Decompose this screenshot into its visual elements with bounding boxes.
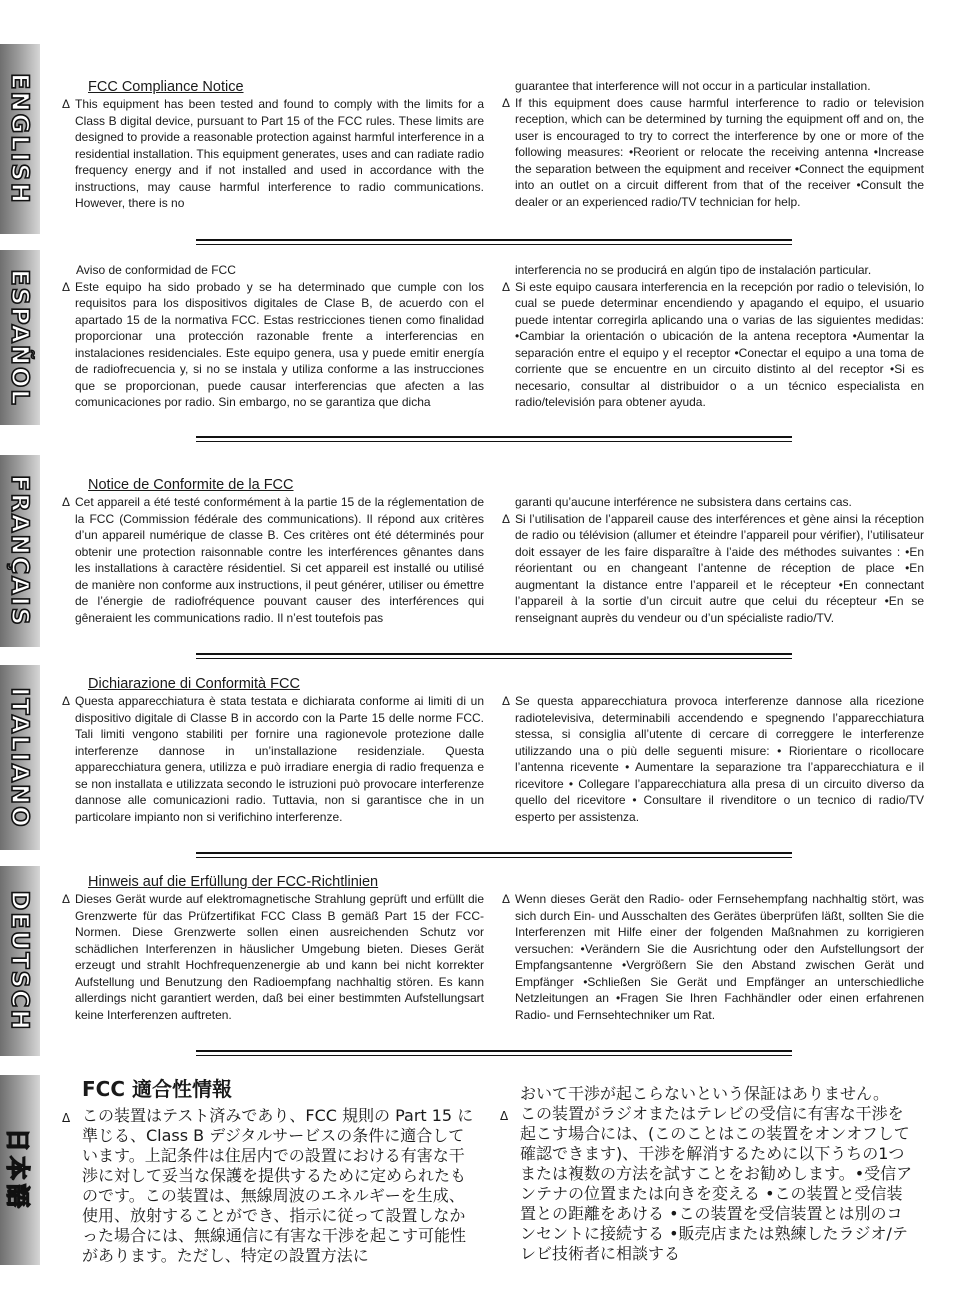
tab-italiano-label: ITALIANO bbox=[6, 686, 34, 829]
francais-paragraph-2-text: Si l’utilisation de l’appareil cause des interférences et gène ainsi la réception de radio ou télévision (allumer et éteindre l’appareil pour vérifier), l’utilisateur doit essayer de les faire disparaître à l’aide des méthodes suivantes : •En réorientant ou en changeant l’antenne de réception de place •En augmentant la distance entre l’appareil et le récepteur •En connectant l’appareil à la sortie d’un circuit autre que celui du récepteur •En se renseignant auprès du vendeur ou d’un spécialiste radio/TV. bbox=[515, 511, 924, 625]
tab-deutsch bbox=[0, 866, 40, 1056]
espanol-paragraph-1-continued: interferencia no se producirá en algún tipo de instalación particular. bbox=[515, 263, 872, 277]
section-divider bbox=[196, 852, 792, 858]
section-divider bbox=[196, 436, 792, 442]
francais-left-column bbox=[62, 476, 484, 626]
japanese-paragraph-1 bbox=[62, 1106, 480, 1266]
deutsch-title: Hinweis auf die Erfüllung der FCC-Richtlinien bbox=[88, 874, 379, 890]
tab-francais-label: FRANÇAIS bbox=[6, 475, 34, 627]
espanol-title: Aviso de conformidad de FCC bbox=[76, 263, 236, 277]
tab-english-label: ENGLISH bbox=[6, 73, 34, 205]
tab-francais bbox=[0, 455, 40, 647]
english-paragraph-2-text: If this equipment does cause harmful interference to radio or television reception, which can be determined by turning the equipment off and on, the user is encouraged to try to correct the interference by one or more of the following measures: •Reorient or relocate the receiving antenna •Increase the separation between the equipment and receiver •Connect the equipment into an outlet on a circuit different from that of the receiver •Consult the dealer or an experienced radio/TV technician for help. bbox=[515, 95, 924, 209]
japanese-title: FCC 適合性情報 bbox=[82, 1077, 232, 1101]
bullet-symbol: Δ bbox=[502, 694, 511, 708]
bullet-symbol: Δ bbox=[62, 97, 71, 111]
espanol-paragraph-2-text: Si este equipo causara interferencia en la recepción por radio o televisión, lo cual se puede determinar encendiendo y apagando el equipo, el usuario puede intentar corregirla aplicando una o varias de las siguientes medidas: •Cambiar la orientación o ubicación de la antena receptora •Aumentar la separación entre el equipo y el receptor •Conectar el equipo a una toma de corriente que se encuentre en un circuito distinto al del receptor •Si es necesario, consultar al distribuidor o a un técnico especialista en radio/televisión para obtener ayuda. bbox=[515, 279, 924, 409]
francais-paragraph-2 bbox=[502, 511, 924, 627]
deutsch-paragraph-2-text: Wenn dieses Gerät den Radio- oder Fernsehempfang nachhaltig stört, was sich durch Ein- und Ausschalten des Gerätes überprüfen läßt, sollten Sie die Interferenzen mit Hilfe einer der folgenden Maßnahmen zu korrigieren versuchen: •Verändern Sie die Ausrichtung oder den Aufstellungsort der Empfangsantenne •Vergrößern Sie den Abstand zwischen Gerät und Empfänger •Schließen Sie Gerät und Empfänger an unterschiedliche Netzleitungen an •Fragen Sie Ihren Fachhändler oder einen erfahrenen Radio- und Fernsehtechniker um Rat. bbox=[515, 892, 924, 1022]
japanese-left-column bbox=[62, 1076, 480, 1266]
francais-right-column bbox=[502, 494, 924, 626]
japanese-paragraph-2-text: この装置がラジオまたはテレビの受信に有害な干渉を起こす場合には、(このことはこの装置をオンオフして確認できます)、干渉を解消するために以下うちの1つまたは複数の方法を試すことをお勧めします。•受信アンテナの位置または向きを変える •この装置と受信装置との距離をあける •この装置を受信装置とは別のコンセントに接続する •販売店または熟練したラジオ/テレビ技術者に相談する bbox=[520, 1104, 913, 1263]
deutsch-paragraph-2 bbox=[502, 891, 924, 1023]
bullet-symbol: Δ bbox=[502, 892, 511, 906]
francais-paragraph-1 bbox=[62, 494, 484, 626]
italiano-right-column bbox=[502, 693, 924, 825]
deutsch-right-column bbox=[502, 891, 924, 1023]
espanol-paragraph-1 bbox=[62, 279, 484, 411]
bullet-symbol: Δ bbox=[62, 694, 71, 708]
tab-italiano bbox=[0, 665, 40, 850]
english-title: FCC Compliance Notice bbox=[88, 79, 244, 95]
english-right-column bbox=[502, 78, 924, 210]
japanese-paragraph-2 bbox=[500, 1104, 918, 1264]
watermark-logo: ​ bbox=[291, 42, 309, 73]
italiano-left-column bbox=[62, 675, 484, 825]
deutsch-paragraph-1-text: Dieses Gerät wurde auf elektromagnetische Strahlung geprüft und erfüllt die Grenzwerte für das Prüfzertifikat FCC Class B gemäß Part 15 der FCC-Normen. Diese Grenzwerte sollen einen ausreichenden Schutz vor schädlichen Interferenzen in häuslicher Umgebung bieten. Dieses Gerät erzeugt und strahlt Hochfrequenzenergie ab und kann bei nicht korrekter Aufstellung und Benutzung den Radioempfang nachhaltig stören. Es kann allerdings nicht garantiert werden, daß bei einer bestimmten Aufstellungsart keine Interferenzen auftreten. bbox=[75, 892, 484, 1022]
japanese-right-column bbox=[500, 1084, 918, 1264]
english-paragraph-2 bbox=[502, 95, 924, 211]
francais-paragraph-1-continued: garanti qu’aucune interférence ne subsistera dans certains cas. bbox=[515, 495, 852, 509]
tab-espanol-label: ESPAÑOL bbox=[6, 268, 34, 407]
espanol-paragraph-2 bbox=[502, 279, 924, 411]
tab-deutsch-label: DEUTSCH bbox=[6, 890, 34, 1032]
bullet-symbol: Δ bbox=[500, 1109, 509, 1123]
english-paragraph-1-continued: guarantee that interference will not occur in a particular installation. bbox=[515, 79, 871, 93]
tab-japanese-label: 日本語 bbox=[3, 1128, 32, 1212]
english-paragraph-1-text: This equipment has been tested and found to comply with the limits for a Class B digital device, pursuant to Part 15 of the FCC rules. These limits are designed to provide a reasonable protection against harmful interference in a residential installation. This equipment generates, uses and can radiate radio frequency energy and if not installed and used in accordance with the instructions, may cause harmful interference to radio communications. However, there is no bbox=[75, 97, 484, 210]
bullet-symbol: Δ bbox=[62, 892, 71, 906]
italiano-paragraph-2-text: Se questa apparecchiatura provoca interferenze dannose alla ricezione radiotelevisiva, determinabili accendendo e spegnendo l’apparecchiatura stessa, si consiglia all’utente di cercare di correggere le interferenze utilizzando una o più delle seguenti misure: • Riorientare o ricollocare l’antenna ricevente • Aumentare la separazione tra l’apparecchiatura e il ricevitore • Collegare l’apparecchiatura alla presa di un circuito diverso da quello del ricevitore • Consultare il rivenditore o un tecnico di radio/TV esperto per assistenza. bbox=[515, 694, 924, 824]
section-divider bbox=[196, 1050, 792, 1056]
bullet-symbol: Δ bbox=[62, 1111, 71, 1125]
espanol-left-column bbox=[62, 262, 484, 411]
italiano-paragraph-1-text: Questa apparecchiatura è stata testata e dichiarata conforme ai limiti di un dispositivo digitale di Classe B in accordo con la Parte 15 delle norme FCC. Tali limiti vengono stabiliti per fornire una ragionevole protezione dalle interferenze dannose in un’installazione residenziale. Questa apparecchiatura genera, utilizza e può irradiare energia di radio frequenza e se non installata e utilizzata secondo le istruzioni può provocare interferenze dannose alle comunicazioni radio. Tuttavia, non si garantisce che in un particolare impianto non si verifichino interferenze. bbox=[75, 694, 484, 824]
english-paragraph-1 bbox=[62, 96, 484, 212]
english-left-column bbox=[62, 78, 484, 212]
italiano-title: Dichiarazione di Conformità FCC bbox=[88, 676, 300, 692]
bullet-symbol: Δ bbox=[502, 95, 511, 110]
tab-japanese bbox=[0, 1075, 40, 1265]
bullet-symbol: Δ bbox=[62, 495, 71, 509]
espanol-right-column bbox=[502, 262, 924, 411]
francais-title: Notice de Conformite de la FCC bbox=[88, 477, 294, 493]
section-divider bbox=[196, 653, 792, 659]
tab-english bbox=[0, 44, 40, 234]
bullet-symbol: Δ bbox=[62, 279, 71, 294]
bullet-symbol: Δ bbox=[502, 511, 511, 526]
section-divider bbox=[196, 239, 792, 245]
italiano-paragraph-1 bbox=[62, 693, 484, 825]
japanese-paragraph-1-text: この装置はテスト済みであり、FCC 規則の Part 15 に準じる、Class B デジタルサービスの条件に適合しています。上記条件は住居内での設置における有害な干渉に対して妥当な保護を提供するために定められたものです。この装置は、無線周波のエネルギーを生成、使用、放射することができ、指示に従って設置しなかった場合には、無線通信に有害な干渉を起こす可能性があります。ただし、特定の設置方法に bbox=[82, 1106, 474, 1265]
deutsch-paragraph-1 bbox=[62, 891, 484, 1023]
japanese-paragraph-1-continued: おいて干渉が起こらないという保証はありません。 bbox=[520, 1084, 889, 1103]
italiano-paragraph-2 bbox=[502, 693, 924, 825]
francais-paragraph-1-text: Cet appareil a été testé conformément à la partie 15 de la réglementation de la FCC (Commission fédérale des communications). Il répond aux critères d’un appareil numérique de classe B. Ces critères ont été déterminés pour obtenir une protection raisonnable contre les interférences gênantes dans les installations à caractère résidentiel. Si cet appareil est installé ou utilisé de manière non conforme aux instructions, il peut générer, utiliser ou émettre de l’énergie de radiofréquence pouvant causer des interférences qui gêneraient les communications radio. Il n’est toutefois pas bbox=[75, 495, 484, 625]
tab-espanol bbox=[0, 250, 40, 425]
bullet-symbol: Δ bbox=[502, 279, 511, 294]
deutsch-left-column bbox=[62, 873, 484, 1023]
espanol-paragraph-1-text: Este equipo ha sido probado y se ha determinado que cumple con los requisitos para los dispositivos digitales de Clase B, de acuerdo con el apartado 15 de la normativa FCC. Estas restricciones tienen como finalidad proporcionar una protección razonable frente a interferencias en instalaciones residenciales. Este equipo genera, usa y puede emitir energía de radiofrecuencia y, si no se instala y utiliza conforme a las instrucciones que se proporcionan, puede causar interferencias que afecten a las comunicaciones por radio. Sin embargo, no se garantiza que dicha bbox=[75, 279, 484, 409]
